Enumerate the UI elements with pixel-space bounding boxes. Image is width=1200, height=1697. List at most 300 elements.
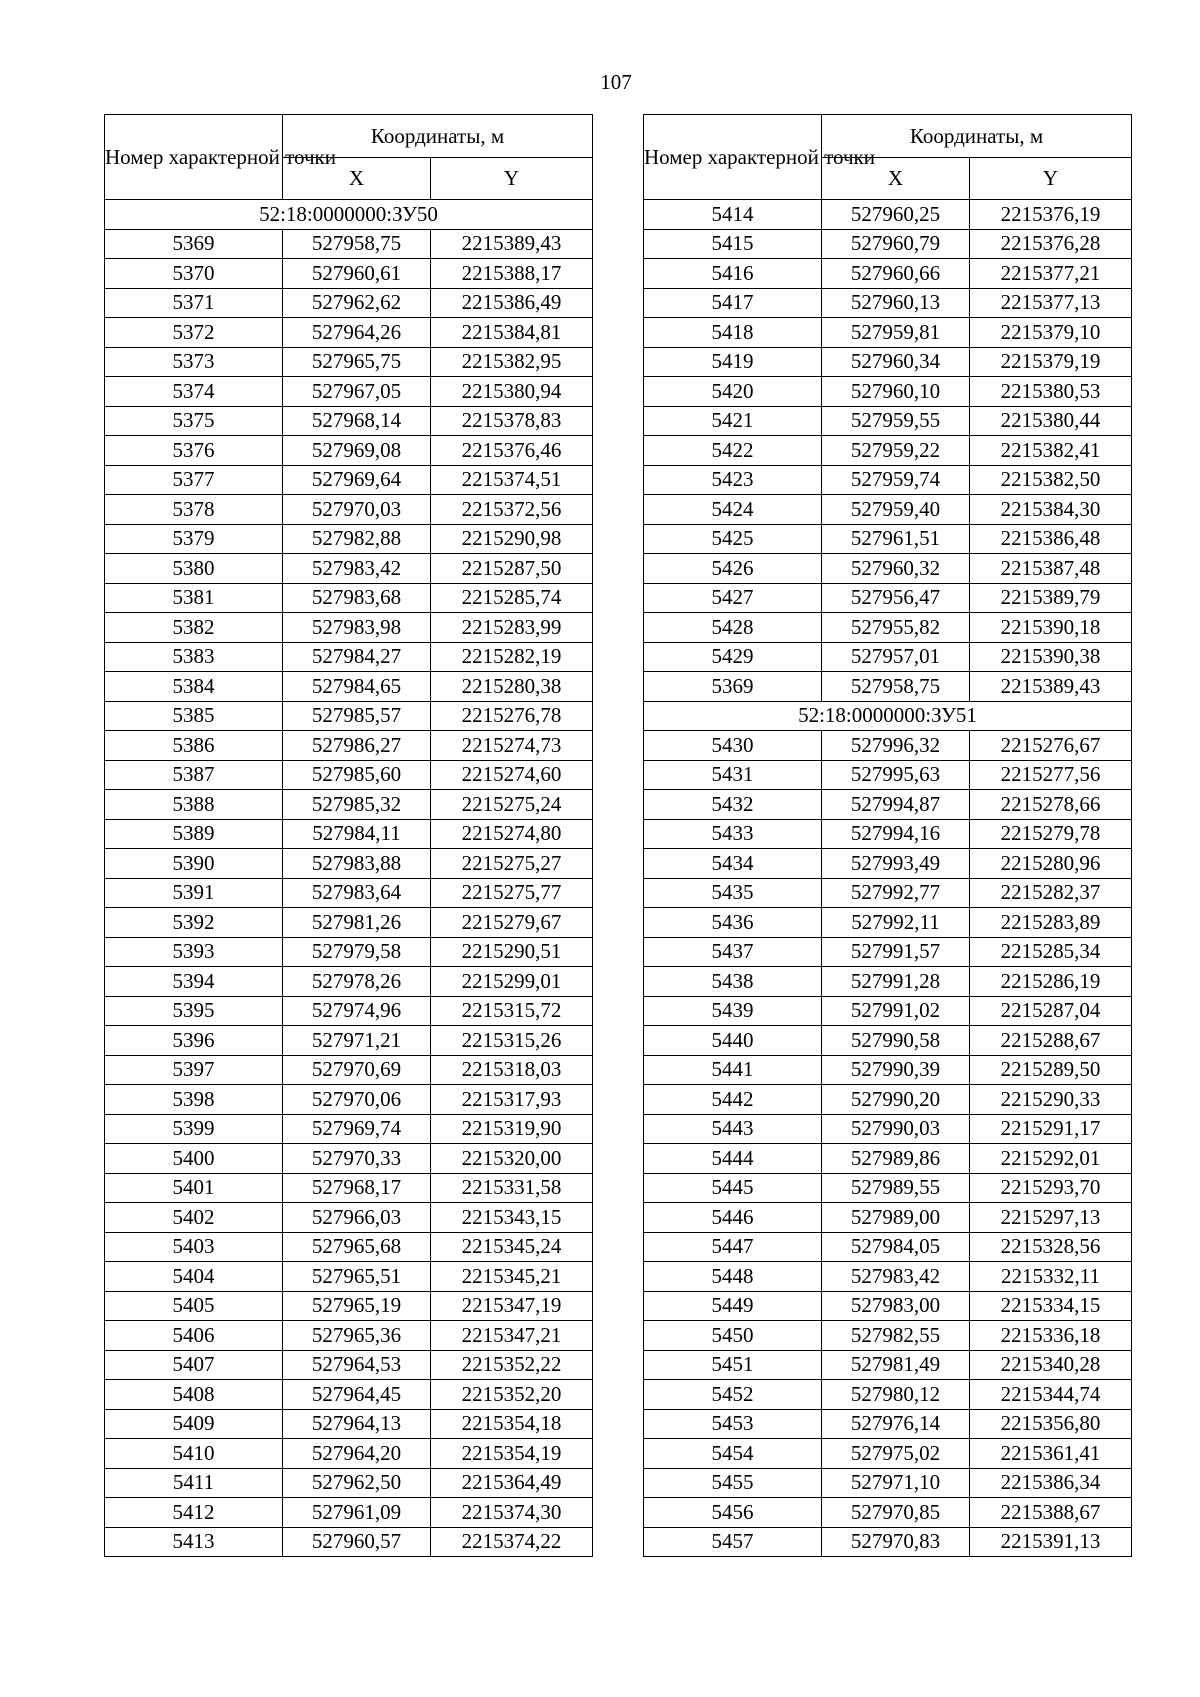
x-coordinate-cell: 527993,49 [822,849,970,879]
x-coordinate-cell: 527974,96 [283,996,431,1026]
point-number-cell: 5428 [644,613,822,643]
x-coordinate-cell: 527983,64 [283,878,431,908]
table-row [644,1350,1132,1380]
point-number-header: Номер характерной точки [105,115,283,200]
y-coordinate-cell: 2215384,81 [431,318,593,348]
y-coordinate-cell: 2215331,58 [431,1173,593,1203]
table-row [105,259,593,289]
y-coordinate-cell: 2215384,30 [970,495,1132,525]
y-coordinate-cell: 2215378,83 [431,406,593,436]
point-number-cell: 5393 [105,937,283,967]
table-row [644,1173,1132,1203]
y-coordinate-cell: 2215382,50 [970,465,1132,495]
section-row [644,701,1132,731]
table-row [105,318,593,348]
x-coordinate-cell: 527971,21 [283,1026,431,1056]
x-coordinate-cell: 527981,49 [822,1350,970,1380]
x-coordinate-cell: 527992,11 [822,908,970,938]
table-row [644,524,1132,554]
x-coordinate-cell: 527970,06 [283,1085,431,1115]
point-number-cell: 5445 [644,1173,822,1203]
point-number-cell: 5410 [105,1439,283,1469]
y-coordinate-cell: 2215275,27 [431,849,593,879]
x-coordinate-cell: 527984,11 [283,819,431,849]
y-coordinate-cell: 2215283,89 [970,908,1132,938]
point-number-cell: 5427 [644,583,822,613]
point-number-cell: 5418 [644,318,822,348]
point-number-cell: 5376 [105,436,283,466]
y-coordinate-cell: 2215315,72 [431,996,593,1026]
coordinates-table-right [643,114,1132,1557]
y-coordinate-cell: 2215344,74 [970,1380,1132,1410]
point-number-cell: 5373 [105,347,283,377]
x-coordinate-cell: 527995,63 [822,760,970,790]
table-row [105,1291,593,1321]
y-coordinate-cell: 2215377,13 [970,288,1132,318]
point-number-cell: 5389 [105,819,283,849]
y-coordinate-cell: 2215315,26 [431,1026,593,1056]
point-number-cell: 5457 [644,1527,822,1557]
table-row [105,1026,593,1056]
x-coordinate-cell: 527962,62 [283,288,431,318]
x-coordinate-cell: 527959,22 [822,436,970,466]
table-row [644,849,1132,879]
table-row [644,613,1132,643]
table-row [644,495,1132,525]
y-coordinate-cell: 2215274,73 [431,731,593,761]
y-coordinate-cell: 2215287,04 [970,996,1132,1026]
x-coordinate-cell: 527975,02 [822,1439,970,1469]
point-number-cell: 5451 [644,1350,822,1380]
table-row [105,495,593,525]
x-coordinate-cell: 527985,60 [283,760,431,790]
y-coordinate-cell: 2215372,56 [431,495,593,525]
x-coordinate-cell: 527960,32 [822,554,970,584]
x-coordinate-cell: 527967,05 [283,377,431,407]
y-coordinate-cell: 2215275,77 [431,878,593,908]
point-number-cell: 5424 [644,495,822,525]
y-coordinate-cell: 2215374,30 [431,1498,593,1528]
table-row [105,465,593,495]
x-coordinate-cell: 527956,47 [822,583,970,613]
coordinates-table-left-body [105,200,593,1557]
point-number-cell: 5435 [644,878,822,908]
y-coordinate-cell: 2215286,19 [970,967,1132,997]
table-row [644,908,1132,938]
x-coordinate-cell: 527982,55 [822,1321,970,1351]
table-row [105,1114,593,1144]
x-coordinate-cell: 527983,42 [822,1262,970,1292]
table-row [644,1409,1132,1439]
point-number-cell: 5437 [644,937,822,967]
point-number-cell: 5436 [644,908,822,938]
y-coordinate-cell: 2215332,11 [970,1262,1132,1292]
table-row [105,1055,593,1085]
table-row [644,967,1132,997]
y-coordinate-cell: 2215290,33 [970,1085,1132,1115]
table-row [105,436,593,466]
x-coordinate-cell: 527970,83 [822,1527,970,1557]
y-coordinate-cell: 2215289,50 [970,1055,1132,1085]
point-number-cell: 5388 [105,790,283,820]
point-number-cell: 5441 [644,1055,822,1085]
y-coordinate-cell: 2215388,67 [970,1498,1132,1528]
y-coordinate-cell: 2215336,18 [970,1321,1132,1351]
point-number-cell: 5406 [105,1321,283,1351]
point-number-cell: 5417 [644,288,822,318]
table-row [644,1232,1132,1262]
x-coordinate-cell: 527981,26 [283,908,431,938]
point-number-cell: 5400 [105,1144,283,1174]
point-number-cell: 5412 [105,1498,283,1528]
x-coordinate-cell: 527985,57 [283,701,431,731]
point-number-cell: 5411 [105,1468,283,1498]
x-coordinate-cell: 527991,57 [822,937,970,967]
table-row [644,819,1132,849]
point-number-cell: 5394 [105,967,283,997]
x-coordinate-cell: 527957,01 [822,642,970,672]
x-coordinate-cell: 527958,75 [822,672,970,702]
table-row [644,1291,1132,1321]
x-coordinate-cell: 527960,79 [822,229,970,259]
y-coordinate-cell: 2215379,19 [970,347,1132,377]
y-coordinate-cell: 2215283,99 [431,613,593,643]
y-coordinate-cell: 2215317,93 [431,1085,593,1115]
x-coordinate-cell: 527965,75 [283,347,431,377]
point-number-cell: 5429 [644,642,822,672]
y-coordinate-cell: 2215389,43 [431,229,593,259]
point-number-cell: 5439 [644,996,822,1026]
coordinates-header: Координаты, м [822,115,1132,158]
table-row [105,229,593,259]
y-coordinate-cell: 2215347,21 [431,1321,593,1351]
point-number-cell: 5430 [644,731,822,761]
x-coordinate-cell: 527962,50 [283,1468,431,1498]
y-coordinate-cell: 2215285,74 [431,583,593,613]
table-row [105,642,593,672]
x-coordinate-cell: 527964,20 [283,1439,431,1469]
x-coordinate-cell: 527964,45 [283,1380,431,1410]
y-coordinate-cell: 2215291,17 [970,1114,1132,1144]
table-row [105,849,593,879]
x-coordinate-cell: 527966,03 [283,1203,431,1233]
table-row [105,613,593,643]
table-row [105,967,593,997]
y-coordinate-cell: 2215275,24 [431,790,593,820]
x-coordinate-cell: 527984,05 [822,1232,970,1262]
y-coordinate-cell: 2215376,46 [431,436,593,466]
y-coordinate-cell: 2215391,13 [970,1527,1132,1557]
point-number-cell: 5382 [105,613,283,643]
y-coordinate-cell: 2215319,90 [431,1114,593,1144]
y-coordinate-cell: 2215279,78 [970,819,1132,849]
y-coordinate-cell: 2215356,80 [970,1409,1132,1439]
point-number-cell: 5434 [644,849,822,879]
x-coordinate-cell: 527983,98 [283,613,431,643]
x-coordinate-cell: 527960,57 [283,1527,431,1557]
x-coordinate-cell: 527960,34 [822,347,970,377]
point-number-cell: 5379 [105,524,283,554]
y-coordinate-cell: 2215274,60 [431,760,593,790]
y-coordinate-cell: 2215279,67 [431,908,593,938]
y-coordinate-cell: 2215340,28 [970,1350,1132,1380]
y-coordinate-cell: 2215292,01 [970,1144,1132,1174]
point-number-cell: 5402 [105,1203,283,1233]
y-coordinate-cell: 2215345,21 [431,1262,593,1292]
y-coordinate-cell: 2215390,38 [970,642,1132,672]
y-coordinate-cell: 2215277,56 [970,760,1132,790]
x-coordinate-cell: 527980,12 [822,1380,970,1410]
y-coordinate-cell: 2215285,34 [970,937,1132,967]
y-coordinate-cell: 2215376,28 [970,229,1132,259]
point-number-cell: 5455 [644,1468,822,1498]
point-number-cell: 5447 [644,1232,822,1262]
point-number-cell: 5399 [105,1114,283,1144]
table-row [644,790,1132,820]
point-number-cell: 5450 [644,1321,822,1351]
x-coordinate-cell: 527964,53 [283,1350,431,1380]
point-number-cell: 5397 [105,1055,283,1085]
y-coordinate-cell: 2215389,79 [970,583,1132,613]
point-number-cell: 5422 [644,436,822,466]
y-coordinate-cell: 2215280,96 [970,849,1132,879]
table-row [105,583,593,613]
point-number-cell: 5448 [644,1262,822,1292]
x-coordinate-cell: 527960,25 [822,200,970,230]
page-number: 107 [600,70,632,94]
point-number-header: Номер характерной точки [644,115,822,200]
point-number-cell: 5408 [105,1380,283,1410]
x-coordinate-cell: 527978,26 [283,967,431,997]
x-coordinate-cell: 527986,27 [283,731,431,761]
y-coordinate-cell: 2215287,50 [431,554,593,584]
x-coordinate-cell: 527959,55 [822,406,970,436]
table-row [644,996,1132,1026]
table-row [105,1527,593,1557]
table-row [105,701,593,731]
point-number-cell: 5371 [105,288,283,318]
table-row [105,790,593,820]
table-row [105,1439,593,1469]
x-coordinate-cell: 527984,27 [283,642,431,672]
point-number-cell: 5374 [105,377,283,407]
table-row [105,1350,593,1380]
point-number-cell: 5387 [105,760,283,790]
x-coordinate-cell: 527982,88 [283,524,431,554]
point-number-cell: 5377 [105,465,283,495]
table-row [105,1409,593,1439]
x-coordinate-cell: 527961,51 [822,524,970,554]
x-coordinate-cell: 527969,08 [283,436,431,466]
point-number-cell: 5396 [105,1026,283,1056]
table-row [105,1232,593,1262]
x-coordinate-cell: 527968,17 [283,1173,431,1203]
y-coordinate-cell: 2215386,34 [970,1468,1132,1498]
y-coordinate-cell: 2215288,67 [970,1026,1132,1056]
table-row [105,1085,593,1115]
point-number-cell: 5452 [644,1380,822,1410]
table-row [105,672,593,702]
table-row [105,937,593,967]
y-coordinate-cell: 2215386,48 [970,524,1132,554]
x-coordinate-cell: 527990,39 [822,1055,970,1085]
table-row [644,1144,1132,1174]
table-row [105,554,593,584]
y-coordinate-cell: 2215345,24 [431,1232,593,1262]
table-row [105,996,593,1026]
cadastral-number: 52:18:0000000:ЗУ51 [644,701,1132,731]
x-coordinate-cell: 527955,82 [822,613,970,643]
x-header: X [283,158,431,200]
x-coordinate-cell: 527992,77 [822,878,970,908]
x-coordinate-cell: 527968,14 [283,406,431,436]
table-row [644,1262,1132,1292]
y-coordinate-cell: 2215380,94 [431,377,593,407]
coordinates-header: Координаты, м [283,115,593,158]
point-number-cell: 5425 [644,524,822,554]
y-coordinate-cell: 2215347,19 [431,1291,593,1321]
x-coordinate-cell: 527983,42 [283,554,431,584]
table-row [644,1321,1132,1351]
x-header: X [822,158,970,200]
x-coordinate-cell: 527994,16 [822,819,970,849]
x-coordinate-cell: 527991,02 [822,996,970,1026]
y-coordinate-cell: 2215280,38 [431,672,593,702]
table-row [105,288,593,318]
y-coordinate-cell: 2215354,18 [431,1409,593,1439]
x-coordinate-cell: 527965,36 [283,1321,431,1351]
y-coordinate-cell: 2215364,49 [431,1468,593,1498]
y-coordinate-cell: 2215274,80 [431,819,593,849]
table-row [105,1262,593,1292]
y-coordinate-cell: 2215282,19 [431,642,593,672]
point-number-cell: 5381 [105,583,283,613]
point-number-cell: 5456 [644,1498,822,1528]
y-coordinate-cell: 2215388,17 [431,259,593,289]
point-number-cell: 5454 [644,1439,822,1469]
point-number-cell: 5438 [644,967,822,997]
table-row [644,583,1132,613]
point-number-cell: 5375 [105,406,283,436]
y-coordinate-cell: 2215290,98 [431,524,593,554]
table-row [105,760,593,790]
y-coordinate-cell: 2215380,53 [970,377,1132,407]
point-number-cell: 5413 [105,1527,283,1557]
point-number-cell: 5380 [105,554,283,584]
table-row [644,288,1132,318]
table-row [105,1321,593,1351]
y-coordinate-cell: 2215380,44 [970,406,1132,436]
table-row [105,1380,593,1410]
x-coordinate-cell: 527969,64 [283,465,431,495]
y-coordinate-cell: 2215299,01 [431,967,593,997]
point-number-cell: 5442 [644,1085,822,1115]
x-coordinate-cell: 527983,00 [822,1291,970,1321]
table-row [644,377,1132,407]
table-row [105,1173,593,1203]
point-number-cell: 5398 [105,1085,283,1115]
y-coordinate-cell: 2215352,20 [431,1380,593,1410]
y-coordinate-cell: 2215297,13 [970,1203,1132,1233]
table-row [644,347,1132,377]
x-coordinate-cell: 527971,10 [822,1468,970,1498]
x-coordinate-cell: 527970,03 [283,495,431,525]
x-coordinate-cell: 527970,85 [822,1498,970,1528]
table-row [644,1055,1132,1085]
table-row [105,819,593,849]
y-header: Y [431,158,593,200]
y-coordinate-cell: 2215386,49 [431,288,593,318]
x-coordinate-cell: 527964,26 [283,318,431,348]
x-coordinate-cell: 527989,86 [822,1144,970,1174]
x-coordinate-cell: 527958,75 [283,229,431,259]
x-coordinate-cell: 527985,32 [283,790,431,820]
table-row [105,908,593,938]
point-number-cell: 5449 [644,1291,822,1321]
y-header: Y [970,158,1132,200]
y-coordinate-cell: 2215293,70 [970,1173,1132,1203]
table-row [105,524,593,554]
x-coordinate-cell: 527976,14 [822,1409,970,1439]
table-row [644,465,1132,495]
y-coordinate-cell: 2215374,22 [431,1527,593,1557]
x-coordinate-cell: 527965,51 [283,1262,431,1292]
x-coordinate-cell: 527989,55 [822,1173,970,1203]
point-number-cell: 5392 [105,908,283,938]
y-coordinate-cell: 2215387,48 [970,554,1132,584]
y-coordinate-cell: 2215377,21 [970,259,1132,289]
coordinates-table-right-body [644,200,1132,1557]
point-number-cell: 5421 [644,406,822,436]
x-coordinate-cell: 527991,28 [822,967,970,997]
table-row [644,1498,1132,1528]
y-coordinate-cell: 2215390,18 [970,613,1132,643]
y-coordinate-cell: 2215276,78 [431,701,593,731]
point-number-cell: 5423 [644,465,822,495]
point-number-cell: 5420 [644,377,822,407]
y-coordinate-cell: 2215343,15 [431,1203,593,1233]
x-coordinate-cell: 527959,74 [822,465,970,495]
y-coordinate-cell: 2215276,67 [970,731,1132,761]
point-number-cell: 5369 [644,672,822,702]
table-row [644,406,1132,436]
point-number-cell: 5370 [105,259,283,289]
point-number-cell: 5384 [105,672,283,702]
table-row [644,1114,1132,1144]
y-coordinate-cell: 2215354,19 [431,1439,593,1469]
table-row [105,1203,593,1233]
point-number-cell: 5403 [105,1232,283,1262]
x-coordinate-cell: 527984,65 [283,672,431,702]
point-number-cell: 5414 [644,200,822,230]
table-row [644,1026,1132,1056]
x-coordinate-cell: 527979,58 [283,937,431,967]
y-coordinate-cell: 2215379,10 [970,318,1132,348]
table-row [644,259,1132,289]
table-row [105,1144,593,1174]
table-row [105,731,593,761]
point-number-cell: 5372 [105,318,283,348]
x-coordinate-cell: 527989,00 [822,1203,970,1233]
table-row [105,406,593,436]
x-coordinate-cell: 527970,69 [283,1055,431,1085]
x-coordinate-cell: 527983,88 [283,849,431,879]
x-coordinate-cell: 527960,66 [822,259,970,289]
table-row [644,642,1132,672]
x-coordinate-cell: 527970,33 [283,1144,431,1174]
point-number-cell: 5385 [105,701,283,731]
y-coordinate-cell: 2215290,51 [431,937,593,967]
